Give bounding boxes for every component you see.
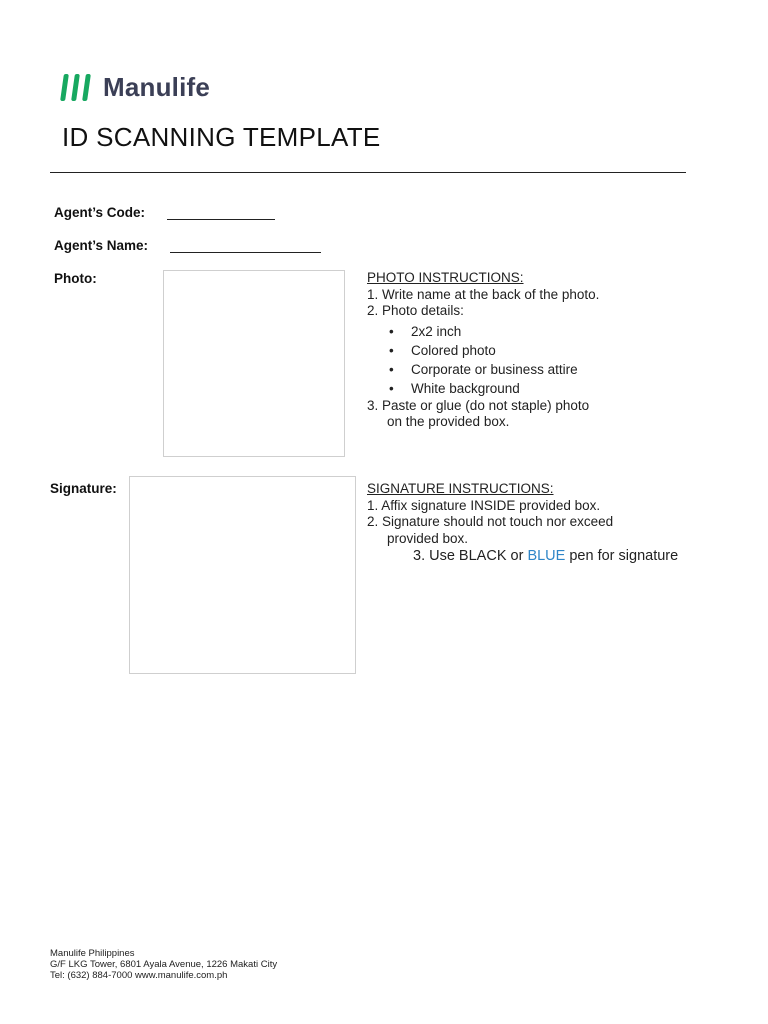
agent-code-label: Agent’s Code: <box>54 205 145 220</box>
photo-box[interactable] <box>163 270 345 457</box>
footer-company: Manulife Philippines <box>50 948 135 959</box>
footer-address-line: G/F LKG Tower, 6801 Ayala Avenue, 1226 Makati City <box>50 959 278 970</box>
photo-details-list <box>367 322 599 398</box>
agent-name-label: Agent’s Name: <box>54 238 149 253</box>
signature-instruction-3 <box>367 548 678 565</box>
agent-code-field[interactable] <box>167 219 275 220</box>
signature-box[interactable] <box>129 476 356 674</box>
footer-address <box>50 948 277 981</box>
photo-instructions <box>367 270 599 431</box>
photo-instruction-2: 2. Photo details: <box>367 303 464 318</box>
signature-instruction-2b: provided box. <box>387 530 469 546</box>
signature-instructions <box>367 481 678 565</box>
manulife-logo-icon <box>62 74 89 101</box>
header-divider <box>50 172 686 173</box>
footer-contact: Tel: (632) 884-7000 www.manulife.com.ph <box>50 970 228 981</box>
photo-instructions-heading: PHOTO INSTRUCTIONS: <box>367 270 524 285</box>
pen-instruction-text: 3. Use BLACK or <box>413 548 528 564</box>
logo-text: Manulife <box>103 72 211 102</box>
pen-instruction-end: pen for signature <box>565 548 679 564</box>
list-item: • 2x2 inch <box>367 322 599 341</box>
page-title: ID SCANNING TEMPLATE <box>62 122 381 152</box>
photo-label: Photo: <box>54 271 97 286</box>
agent-name-field[interactable] <box>170 252 321 253</box>
blue-pen-text: BLUE <box>527 548 566 564</box>
signature-instructions-heading: SIGNATURE INSTRUCTIONS: <box>367 481 554 496</box>
photo-instruction-3b: on the provided box. <box>387 414 510 429</box>
list-item: • Colored photo <box>367 341 599 360</box>
manulife-logo <box>62 72 210 103</box>
signature-instruction-2a: 2. Signature should not touch nor exceed <box>367 514 614 529</box>
signature-instruction-1: 1. Affix signature INSIDE provided box. <box>367 497 601 513</box>
list-item: • White background <box>367 379 599 398</box>
photo-instruction-1: 1. Write name at the back of the photo. <box>367 286 600 302</box>
list-item: • Corporate or business attire <box>367 360 599 379</box>
signature-label: Signature: <box>50 481 117 496</box>
photo-instruction-3a: 3. Paste or glue (do not staple) photo <box>367 397 590 413</box>
